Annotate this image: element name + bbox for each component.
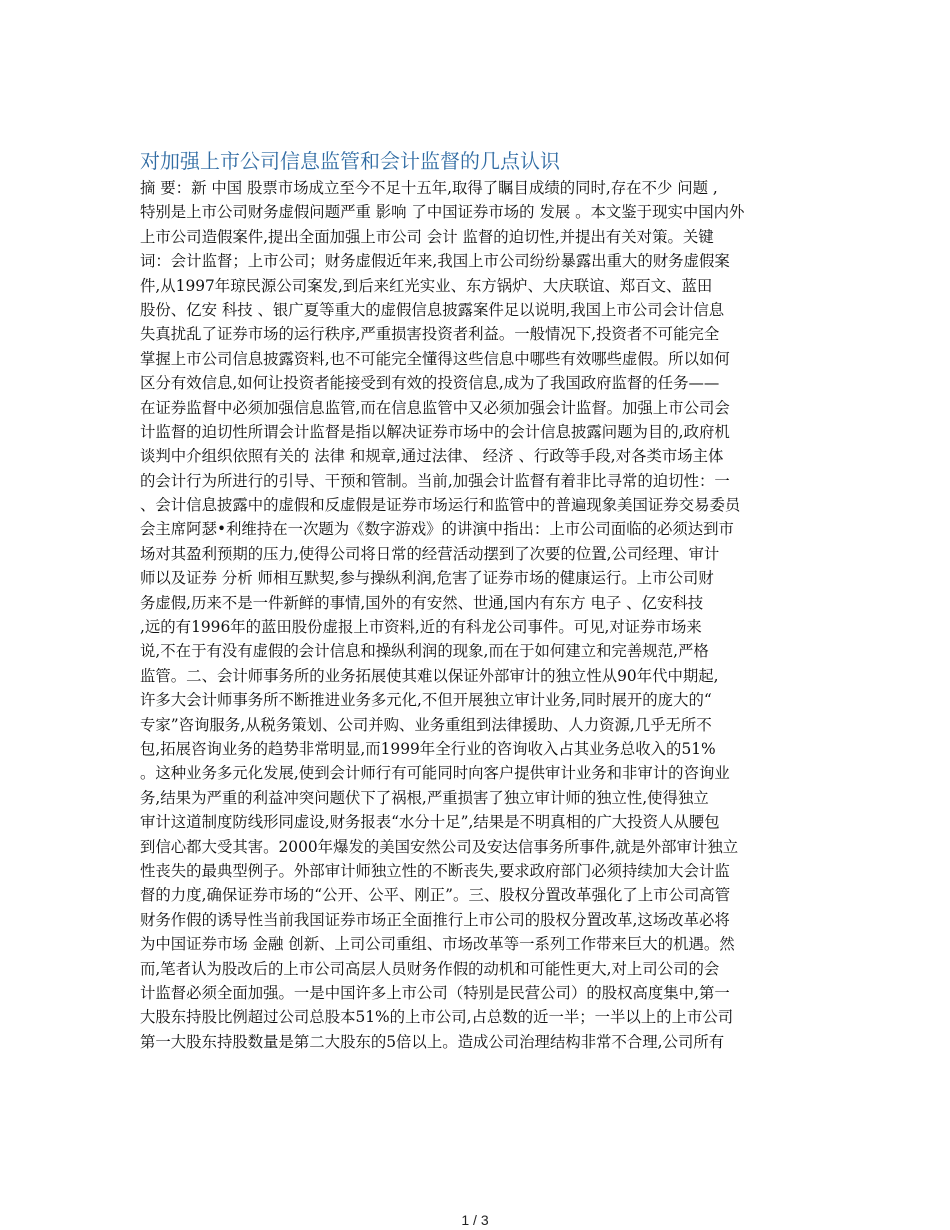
paragraph-line: 务虚假,历来不是一件新鲜的事情,国外的有安然、世通,国内有东方 电子 、亿安科技 — [140, 593, 704, 612]
paragraph-line: 为中国证券市场 金融 创新、上司公司重组、市场改革等一系列工作带来巨大的机遇。然 — [140, 935, 735, 954]
paragraph-line: 许多大会计师事务所不断推进业务多元化,不但开展独立审计业务,同时展开的庞大的“ — [140, 691, 712, 710]
paragraph-line: 谈判中介组织依照有关的 法律 和规章,通过法律、 经济 、行政等手段,对各类市场主体 — [140, 447, 724, 466]
paragraph-line: 、会计信息披露中的虚假和反虚假是证券市场运行和监管中的普遍现象美国证券交易委员 — [140, 496, 741, 515]
paragraph-line: 包,拓展咨询业务的趋势非常明显,而1999年全行业的咨询收入占其业务总收入的51% — [140, 739, 716, 758]
paragraph-line: 区分有效信息,如何让投资者能接受到有效的投资信息,成为了我国政府监督的任务—— — [140, 374, 720, 393]
paragraph-line: 审计这道制度防线形同虚设,财务报表“水分十足”,结果是不明真相的广大投资人从腰包 — [140, 813, 720, 832]
paragraph-line: 的会计行为所进行的引导、干预和管制。当前,加强会计监督有着非比寻常的迫切性：一 — [140, 471, 730, 490]
paragraph-line: 而,笔者认为股改后的上市公司高层人员财务作假的动机和可能性更大,对上司公司的会 — [140, 959, 720, 978]
paragraph-line: 摘 要：新 中国 股票市场成立至今不足十五年,取得了瞩目成绩的同时,存在不少 问题 , — [140, 179, 718, 197]
paragraph-line: 督的力度,确保证券市场的“公开、公平、刚正”。三、股权分置改革强化了上市公司高管 — [140, 886, 731, 905]
paragraph-line: 监管。二、会计师事务所的业务拓展使其难以保证外部审计的独立性从90年代中期起, — [140, 666, 719, 685]
paragraph-line: 说,不在于有没有虚假的会计信息和操纵利润的现象,而在于如何建立和完善规范,严格 — [140, 642, 709, 661]
paragraph-line: 财务作假的诱导性当前我国证券市场正全面推行上市公司的股权分置改革,这场改革必将 — [140, 910, 730, 929]
paragraph-line: 上市公司造假案件,提出全面加强上市公司 会计 监督的迫切性,并提出有关对策。关键 — [140, 227, 714, 246]
paragraph-line: 大股东持股比例超过公司总股本51%的上市公司,占总数的近一半；一半以上的上市公司 — [140, 1008, 734, 1027]
paragraph-line: 股份、亿安 科技 、银广夏等重大的虚假信息披露案件足以说明,我国上市公司会计信息 — [140, 300, 725, 319]
paragraph-line: 在证券监督中必须加强信息监管,而在信息监管中又必须加强会计监督。加强上市公司会 — [140, 398, 730, 417]
paragraph-line: 第一大股东持股数量是第二大股东的5倍以上。造成公司治理结构非常不合理,公司所有 — [140, 1032, 725, 1051]
paragraph-line: 到信心都大受其害。2000年爆发的美国安然公司及安达信事务所事件,就是外部审计独立 — [140, 837, 739, 856]
paragraph-line: 词：会计监督；上市公司；财务虚假近年来,我国上市公司纷纷暴露出重大的财务虚假案 — [140, 252, 730, 271]
page-number: 1 / 3 — [461, 1212, 489, 1228]
paragraph-line: ,远的有1996年的蓝田股份虚报上市资料,近的有科龙公司事件。可见,对证券市场来 — [140, 618, 702, 637]
paragraph-line: 专家”咨询服务,从税务策划、公司并购、业务重组到法律援助、人力资源,几乎无所不 — [140, 715, 712, 734]
paragraph-line: 计监督的迫切性所谓会计监督是指以解决证券市场中的会计信息披露问题为目的,政府机 — [140, 422, 730, 441]
paragraph-line: 师以及证券 分析 师相互默契,参与操纵利润,危害了证券市场的健康运行。上市公司财 — [140, 569, 714, 588]
paragraph-line: 性丧失的最典型例子。外部审计师独立性的不断丧失,要求政府部门必须持续加大会计监 — [140, 861, 730, 880]
paragraph-line: 会主席阿瑟•利维持在一次题为《数字游戏》的讲演中指出：上市公司面临的必须达到市 — [140, 520, 734, 539]
paragraph-line: 。这种业务多元化发展,使到会计师行有可能同时向客户提供审计业务和非审计的咨询业 — [140, 764, 730, 783]
paragraph-line: 计监督必须全面加强。一是中国许多上市公司（特别是民营公司）的股权高度集中,第一 — [140, 983, 730, 1002]
paragraph-line: 特别是上市公司财务虚假问题严重 影响 了中国证券市场的 发展 。本文鉴于现实中国内外 — [140, 203, 745, 222]
document-body — [140, 176, 820, 1054]
paragraph-line: 失真扰乱了证券市场的运行秩序,严重损害投资者利益。一般情况下,投资者不可能完全 — [140, 325, 720, 344]
paragraph-line: 场对其盈利预期的压力,使得公司将日常的经营活动摆到了次要的位置,公司经理、审计 — [140, 544, 720, 563]
paragraph-line: 掌握上市公司信息披露资料,也不可能完全懂得这些信息中哪些有效哪些虚假。所以如何 — [140, 349, 730, 368]
paragraph-line: 件,从1997年琼民源公司案发,到后来红光实业、东方锅炉、大庆联谊、郑百文、蓝田 — [140, 276, 713, 295]
paragraph-line: 务,结果为严重的利益冲突问题伏下了祸根,严重损害了独立审计师的独立性,使得独立 — [140, 788, 709, 807]
document-title: 对加强上市公司信息监管和会计监督的几点认识 — [140, 149, 560, 173]
